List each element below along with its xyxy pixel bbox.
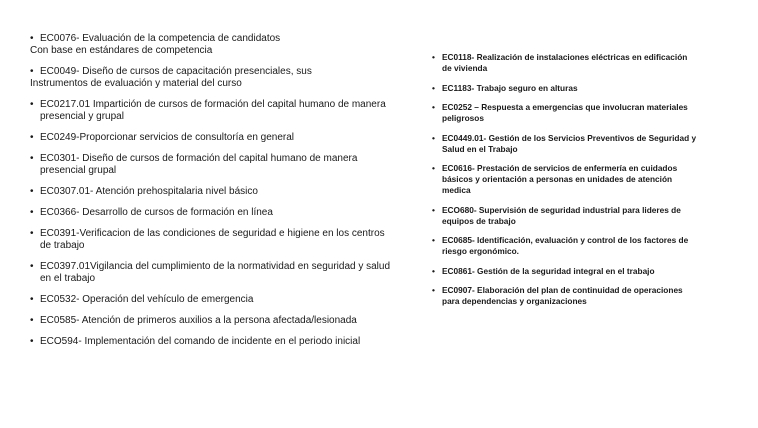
item-line-1: • EC0307.01- Atención prehospitalaria nivel básico	[40, 186, 258, 197]
list-item	[432, 133, 732, 155]
item-line-1: • EC1183- Trabajo seguro en alturas	[442, 82, 578, 93]
item-line-1: • EC0217.01 Impartición de cursos de formación del capital humano de manera	[40, 99, 386, 110]
list-item	[30, 132, 392, 144]
item-line-1: • EC0076- Evaluación de la competencia de candidatos	[40, 33, 281, 44]
item-line-2: básicos y orientación a personas en unidades de atención	[442, 174, 673, 184]
list-item	[30, 99, 392, 123]
list-item	[30, 315, 392, 327]
list-item	[30, 261, 392, 285]
list-item	[30, 186, 392, 198]
list-item	[432, 163, 732, 196]
list-item	[30, 66, 392, 90]
list-item	[432, 52, 732, 74]
list-item	[432, 235, 732, 257]
item-line-1: • EC0907- Elaboración del plan de continuidad de operaciones	[442, 285, 683, 295]
item-line-1: • EC0397.01Vigilancia del cumplimiento de la normatividad en seguridad y salud	[40, 261, 391, 272]
item-line-2: Salud en el Trabajo	[442, 143, 518, 154]
item-line-2: de trabajo	[40, 240, 85, 251]
item-line-1: • EC0252 – Respuesta a emergencias que involucran materiales	[442, 102, 688, 112]
list-item	[432, 205, 732, 227]
right-bullet-list	[432, 52, 732, 316]
item-line-2: peligrosos	[442, 113, 484, 123]
item-line-2: riesgo ergonómico.	[442, 246, 519, 256]
item-line-1: • EC0049- Diseño de cursos de capacitación presenciales, sus	[40, 66, 312, 77]
item-line-1: • EC0366- Desarrollo de cursos de formación en línea	[40, 207, 273, 218]
item-line-1: • EC0532- Operación del vehículo de emergencia	[40, 294, 254, 305]
item-line-2: para dependencias y organizaciones	[442, 296, 587, 306]
item-line-1: • EC0585- Atención de primeros auxilios a la persona afectada/lesionada	[40, 315, 357, 326]
item-line-2: en el trabajo	[40, 273, 96, 284]
item-line-2: presencial grupal	[40, 165, 117, 176]
item-line-2: de vivienda	[442, 63, 488, 73]
item-line-1: • EC0449.01- Gestión de los Servicios Preventivos de Seguridad y	[442, 132, 697, 143]
list-item	[432, 102, 732, 124]
item-line-1: • EC0685- Identificación, evaluación y control de los factores de	[442, 235, 689, 245]
item-line-1: • ECO594- Implementación del comando de incidente en el periodo inicial	[40, 336, 361, 347]
list-item	[30, 33, 392, 57]
item-line-1: • EC0118- Realización de instalaciones eléctricas en edificación	[442, 52, 688, 62]
left-bullet-list	[30, 33, 392, 357]
item-line-2: Con base en estándares de competencia	[30, 45, 213, 56]
list-item	[30, 153, 392, 177]
list-item	[432, 83, 732, 94]
item-line-1: • EC0249-Proporcionar servicios de consultoría en general	[40, 132, 295, 143]
list-item	[30, 207, 392, 219]
item-line-2: presencial y grupal	[40, 111, 124, 122]
item-line-2: Instrumentos de evaluación y material del curso	[30, 78, 242, 89]
list-item	[30, 228, 392, 252]
item-line-1: • ECO680- Supervisión de seguridad industrial para lideres de	[442, 204, 681, 215]
list-item	[432, 285, 732, 307]
list-item	[432, 266, 732, 277]
item-line-3: medica	[442, 185, 471, 195]
item-line-1: • EC0616- Prestación de servicios de enfermería en cuidados	[442, 163, 678, 173]
item-line-1: • EC0861- Gestión de la seguridad integral en el trabajo	[442, 265, 655, 276]
item-line-2: equipos de trabajo	[442, 215, 516, 226]
item-line-1: • EC0391-Verificacion de las condiciones de seguridad e higiene en los centros	[40, 228, 385, 239]
list-item	[30, 336, 392, 348]
list-item	[30, 294, 392, 306]
item-line-1: • EC0301- Diseño de cursos de formación del capital humano de manera	[40, 153, 358, 164]
